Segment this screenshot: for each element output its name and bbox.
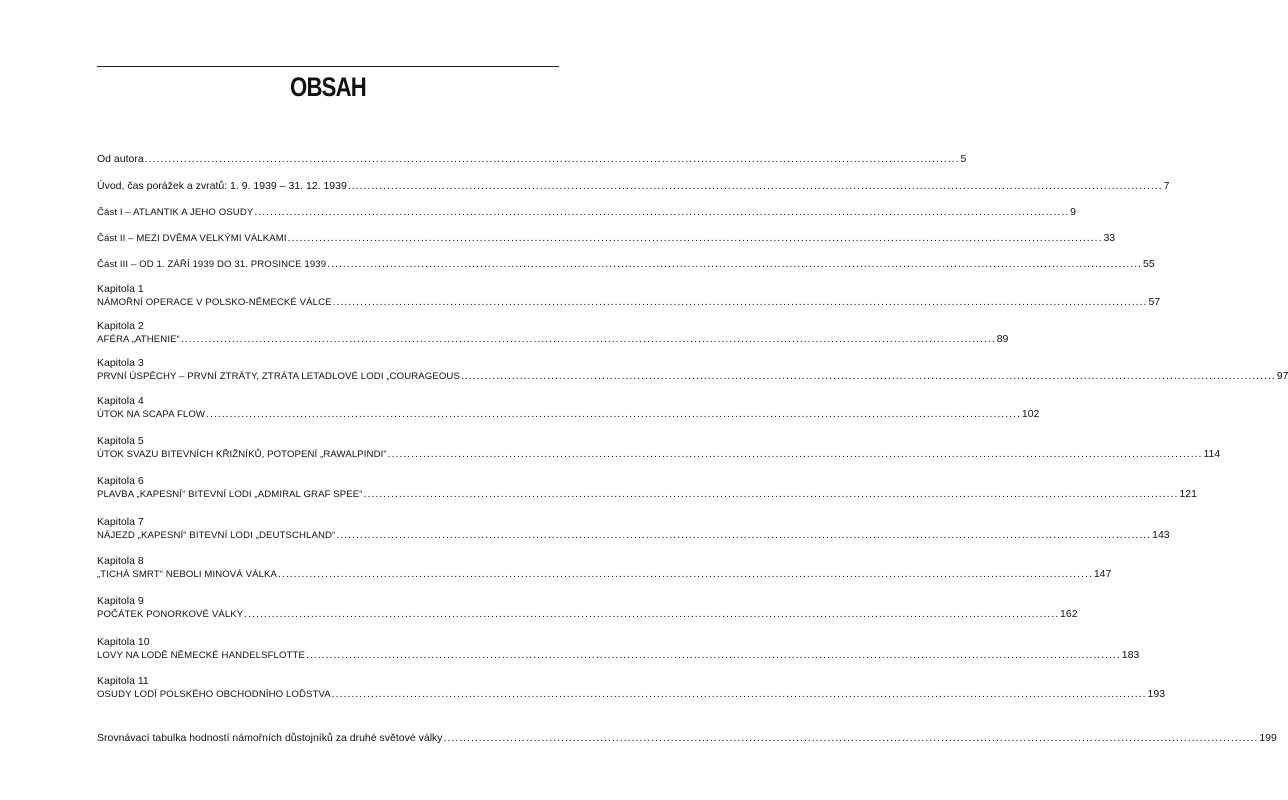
leader-dots — [145, 153, 960, 166]
toc-entry-uvod[interactable] — [97, 180, 1170, 193]
chapter-number: Kapitola 10 — [97, 636, 150, 648]
toc-entry-label: Část II – MEZI DVĚMA VELKÝMI VÁLKAMI — [97, 233, 287, 244]
toc-chapter-3[interactable] — [97, 357, 1288, 383]
toc-entry-label: Část III – OD 1. ZÁŘÍ 1939 DO 31. PROSINCE 1939 — [97, 259, 327, 270]
chapter-number: Kapitola 11 — [97, 675, 149, 687]
chapter-page: 183 — [1121, 649, 1140, 661]
chapter-page: 143 — [1152, 529, 1170, 541]
toc-chapter-8[interactable] — [97, 555, 1112, 581]
chapter-number: Kapitola 2 — [97, 320, 144, 332]
chapter-page: 193 — [1147, 688, 1166, 700]
toc-entry-label: Část I – ATLANTIK A JEHO OSUDY — [97, 207, 254, 218]
toc-entry-srovnavaci-tabulka[interactable] — [97, 732, 1277, 745]
leader-dots — [327, 258, 1142, 271]
chapter-page: 147 — [1093, 568, 1112, 580]
leader-dots — [306, 649, 1121, 662]
chapter-number: Kapitola 3 — [97, 357, 144, 369]
toc-entry-cast-2[interactable] — [97, 232, 1116, 245]
toc-chapter-6[interactable] — [97, 475, 1197, 501]
toc-entry-page: 55 — [1142, 258, 1155, 270]
leader-dots — [288, 232, 1103, 245]
toc-chapter-11[interactable] — [97, 675, 1166, 701]
leader-dots — [244, 608, 1059, 621]
leader-dots — [461, 370, 1276, 383]
toc-entry-od-autora[interactable] — [97, 153, 967, 166]
chapter-number: Kapitola 5 — [97, 435, 144, 447]
chapter-page: 102 — [1021, 408, 1040, 420]
toc-chapter-5[interactable] — [97, 435, 1221, 461]
toc-entry-cast-3[interactable] — [97, 258, 1155, 271]
chapter-title: PRVNÍ ÚSPĚCHY – PRVNÍ ZTRÁTY, ZTRÁTA LETADLOVÉ LODI „COURAGEOUS — [97, 371, 460, 382]
toc-entry-cast-1[interactable] — [97, 206, 1077, 219]
chapter-page: 89 — [996, 333, 1009, 345]
chapter-title: PLAVBA „KAPESNÍ“ BITEVNÍ LODI „ADMIRAL GRAF SPEE“ — [97, 489, 363, 500]
leader-dots — [254, 206, 1069, 219]
leader-dots — [332, 688, 1147, 701]
leader-dots — [444, 732, 1259, 745]
toc-chapter-9[interactable] — [97, 595, 1078, 621]
chapter-title: OSUDY LODÍ POLSKÉHO OBCHODNÍHO LOĎSTVA — [97, 689, 331, 700]
toc-entry-page: 5 — [960, 153, 967, 165]
page-title: OBSAH — [290, 72, 366, 102]
toc-entry-label: Úvod, čas porážek a zvratů: 1. 9. 1939 – 31. 12. 1939 — [97, 180, 347, 192]
leader-dots — [333, 296, 1148, 309]
toc-chapter-4[interactable] — [97, 395, 1040, 421]
chapter-number: Kapitola 7 — [97, 516, 144, 528]
chapter-number: Kapitola 4 — [97, 395, 144, 407]
chapter-page: 162 — [1060, 608, 1078, 620]
toc-entry-label: Od autora — [97, 153, 144, 165]
toc-entry-label: Srovnávací tabulka hodností námořních důstojníků za druhé světové války — [97, 732, 443, 744]
chapter-title: ÚTOK SVAZU BITEVNÍCH KŘIŽNÍKŮ, POTOPENÍ „RAWALPINDI“ — [97, 449, 387, 460]
chapter-title: AFÉRA „ATHENIE“ — [97, 334, 180, 345]
chapter-page: 121 — [1179, 488, 1197, 500]
chapter-number: Kapitola 8 — [97, 555, 144, 567]
leader-dots — [181, 333, 996, 346]
leader-dots — [364, 488, 1179, 501]
toc-chapter-1[interactable] — [97, 283, 1161, 309]
leader-dots — [206, 408, 1021, 421]
chapter-title: „TICHÁ SMRT“ NEBOLI MINOVÁ VÁLKA — [97, 569, 278, 580]
chapter-title: NÁMOŘNÍ OPERACE V POLSKO-NĚMECKÉ VÁLCE — [97, 297, 332, 308]
chapter-title: POČÁTEK PONORKOVÉ VÁLKY — [97, 609, 244, 620]
toc-chapter-7[interactable] — [97, 516, 1170, 542]
leader-dots — [278, 568, 1093, 581]
chapter-title: ÚTOK NA SCAPA FLOW — [97, 409, 206, 420]
toc-chapter-2[interactable] — [97, 320, 1009, 346]
toc-entry-page: 9 — [1070, 206, 1077, 218]
chapter-number: Kapitola 6 — [97, 475, 144, 487]
chapter-title: LOVY NA LODĚ NĚMECKÉ HANDELSFLOTTE — [97, 650, 305, 661]
chapter-number: Kapitola 9 — [97, 595, 144, 607]
leader-dots — [348, 180, 1163, 193]
toc-entry-page: 7 — [1163, 180, 1170, 192]
chapter-title: NÁJEZD „KAPESNÍ“ BITEVNÍ LODI „DEUTSCHLAND“ — [97, 530, 336, 541]
chapter-page: 114 — [1203, 448, 1221, 460]
chapter-number: Kapitola 1 — [97, 283, 144, 295]
top-rule — [97, 66, 559, 67]
leader-dots — [388, 448, 1203, 461]
chapter-page: 97 — [1276, 370, 1288, 382]
leader-dots — [336, 529, 1151, 542]
toc-entry-page: 33 — [1103, 232, 1116, 244]
toc-chapter-10[interactable] — [97, 636, 1140, 662]
toc-entry-page: 199 — [1259, 732, 1277, 744]
chapter-page: 57 — [1148, 296, 1161, 308]
